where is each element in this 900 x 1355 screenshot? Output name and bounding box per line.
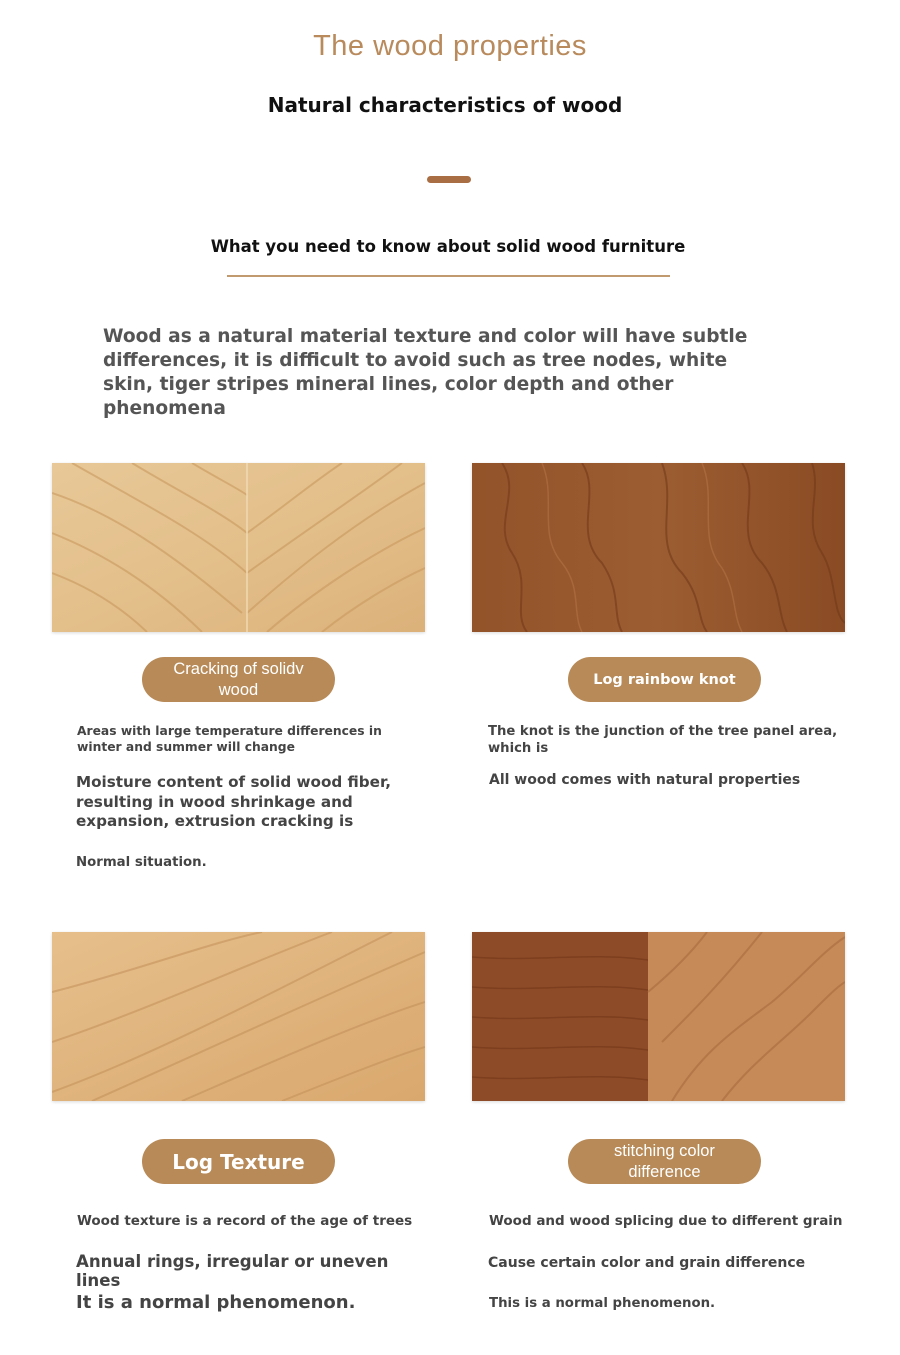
page-subtitle: Natural characteristics of wood xyxy=(267,93,623,117)
card3-line2: Annual rings, irregular or uneven lines xyxy=(76,1252,389,1290)
card4-line3: This is a normal phenomenon. xyxy=(489,1296,716,1311)
card1-line2: Moisture content of solid wood fiber, resulting in wood shrinkage and expansion, extrusion cracking is xyxy=(76,773,391,830)
wood-photo-knot xyxy=(472,463,845,632)
dark-walnut-wood-grain-photo xyxy=(472,463,845,632)
card4-line1: Wood and wood splicing due to different grain xyxy=(489,1213,843,1229)
label-log-texture xyxy=(142,1139,335,1184)
wood-photo-cracking xyxy=(52,463,425,632)
light-wood-diagonal-grain-photo xyxy=(52,932,425,1101)
two-tone-spliced-wood-photo xyxy=(472,932,845,1101)
wood-photo-stitching xyxy=(472,932,845,1101)
label-cracking xyxy=(142,657,335,702)
label-knot-text: Log rainbow knot xyxy=(593,671,736,688)
card4-line2: Cause certain color and grain difference xyxy=(488,1255,806,1271)
card1-line1: Areas with large temperature differences in winter and summer will change xyxy=(77,724,382,754)
label-stitching-text: stitching color difference xyxy=(614,1141,715,1181)
label-stitching xyxy=(568,1139,761,1184)
intro-paragraph: Wood as a natural material texture and color will have subtle differences, it is difficult to avoid such as tree nodes, white skin, tiger stripes mineral lines, color depth and other phenomena xyxy=(103,326,748,419)
label-log-texture-text: Log Texture xyxy=(172,1149,305,1174)
card2-line2: All wood comes with natural properties xyxy=(489,772,801,788)
wood-photo-texture xyxy=(52,932,425,1101)
section-heading: What you need to know about solid wood furniture xyxy=(210,237,686,256)
page-title: The wood properties xyxy=(313,30,587,62)
light-pine-wood-grain-photo xyxy=(52,463,425,632)
card3-line3: It is a normal phenomenon. xyxy=(76,1292,356,1313)
label-knot xyxy=(568,657,761,702)
card3-line1: Wood texture is a record of the age of trees xyxy=(77,1213,413,1229)
decorative-divider xyxy=(427,176,471,183)
section-underline xyxy=(227,275,670,277)
label-cracking-text: Cracking of solidv wood xyxy=(173,659,304,699)
card1-line3: Normal situation. xyxy=(76,855,207,870)
card2-line1: The knot is the junction of the tree panel area, which is xyxy=(488,724,838,756)
